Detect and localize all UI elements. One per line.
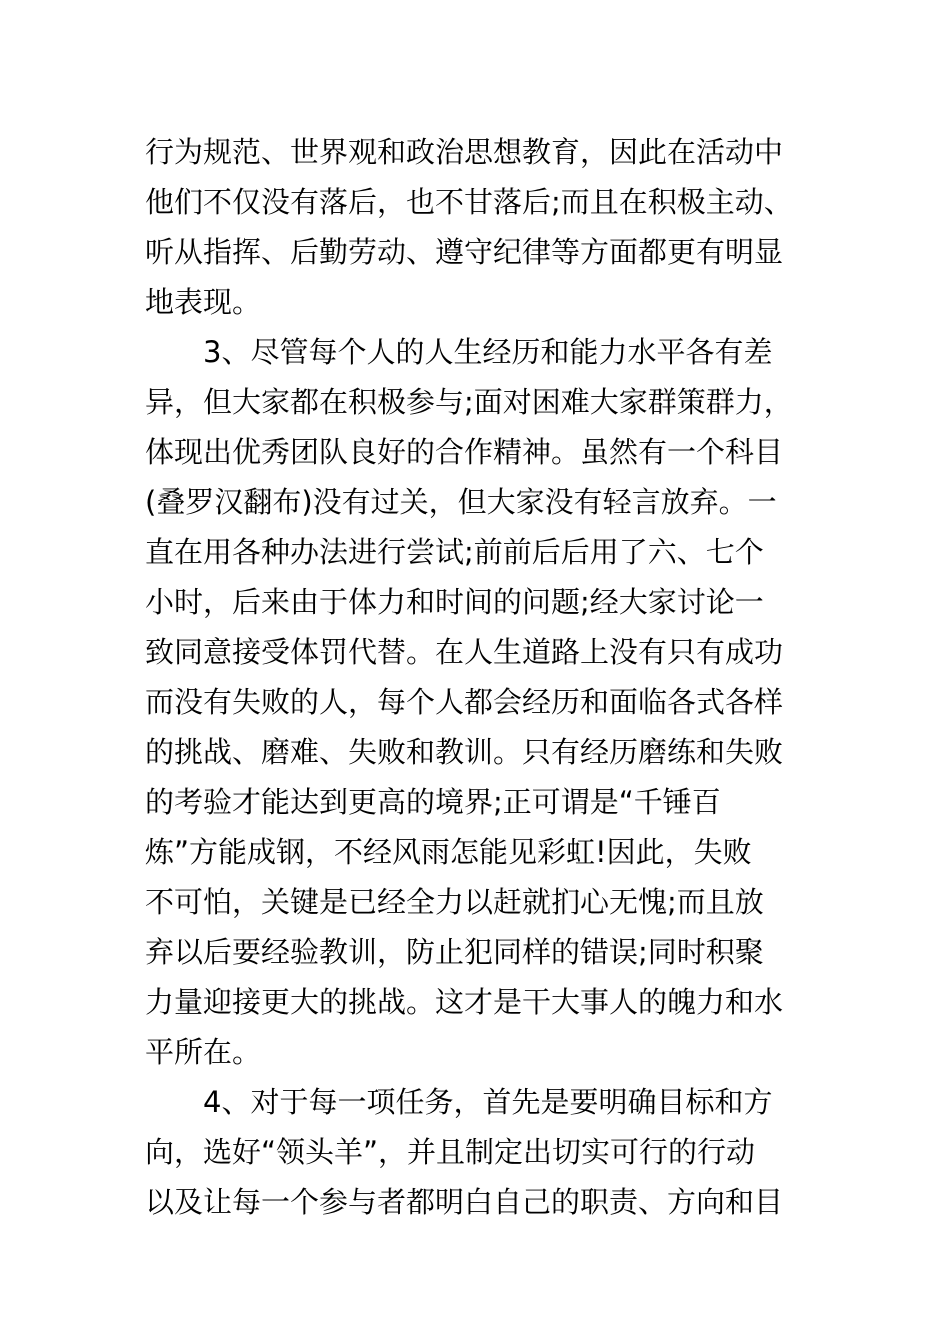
- text-line: 异，但大家都在积极参与;面对困难大家群策群力，: [145, 385, 793, 419]
- text-line: 他们不仅没有落后，也不甘落后;而且在积极主动、: [145, 185, 793, 219]
- text-line: 向，选好“领头羊”，并且制定出切实可行的行动: [145, 1135, 756, 1169]
- paragraph-4-start: 4、对于每一项任务，首先是要明确目标和方: [203, 1085, 773, 1119]
- text-line: 炼”方能成钢，不经风雨怎能见彩虹!因此，失败: [145, 835, 752, 869]
- text-line: 的考验才能达到更高的境界;正可谓是“千锤百: [145, 785, 721, 819]
- text-line: 行为规范、世界观和政治思想教育，因此在活动中: [145, 135, 784, 169]
- text-line: 力量迎接更大的挑战。这才是干大事人的魄力和水: [145, 985, 784, 1019]
- text-line: 不可怕，关键是已经全力以赶就扪心无愧;而且放: [145, 885, 764, 919]
- text-line: 而没有失败的人，每个人都会经历和面临各式各样: [145, 685, 784, 719]
- text-line: 平所在。: [145, 1035, 262, 1069]
- text-line: 直在用各种办法进行尝试;前前后后用了六、七个: [145, 535, 764, 569]
- paragraph-3-start: 3、尽管每个人的人生经历和能力水平各有差: [203, 335, 773, 369]
- text-line: 听从指挥、后勤劳动、遵守纪律等方面都更有明显: [145, 235, 784, 269]
- text-line: 致同意接受体罚代替。在人生道路上没有只有成功: [145, 635, 784, 669]
- text-line: (叠罗汉翻布)没有过关，但大家没有轻言放弃。一: [145, 485, 777, 519]
- body-text: [145, 127, 793, 1227]
- text-line: 的挑战、磨难、失败和教训。只有经历磨练和失败: [145, 735, 784, 769]
- text-line: 地表现。: [145, 285, 262, 319]
- text-line: 小时，后来由于体力和时间的问题;经大家讨论一: [145, 585, 764, 619]
- text-line: 以及让每一个参与者都明白自己的职责、方向和目: [145, 1185, 784, 1219]
- text-line: 体现出优秀团队良好的合作精神。虽然有一个科目: [145, 435, 784, 469]
- text-line: 弃以后要经验教训，防止犯同样的错误;同时积聚: [145, 935, 764, 969]
